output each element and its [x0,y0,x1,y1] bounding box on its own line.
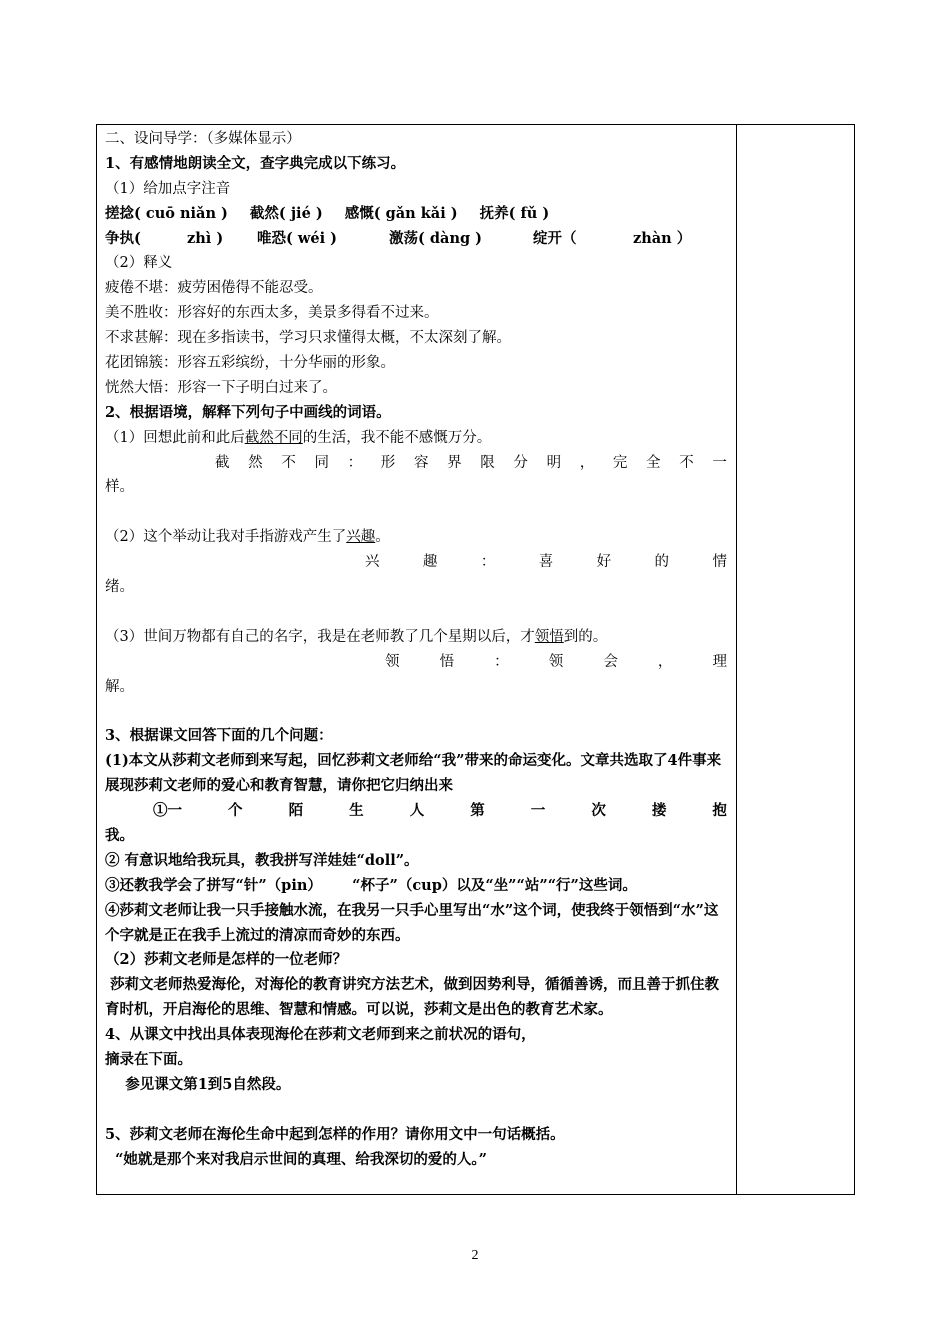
q2-answer-1-tail: 样。 [105,479,134,496]
q3-event-4: ④莎莉文老师让我一只手接触水流，在我另一只手心里写出“水”这个词，使我终于领悟到“水”这个字就是正在我手上流过的清凉而奇妙的东西。 [105,901,719,944]
q3-event-1: ①一 个 陌 生 人 第 一 次 搂 抱 [153,802,727,820]
underlined-word: 截然不同 [244,429,303,446]
q2-sentence-3: （3）世间万物都有自己的名字，我是在老师教了几个星期以后，才领悟到的。 [105,628,608,645]
pinyin-item: 激荡( dàng ) [389,229,483,247]
q1-title: 1、有感情地朗读全文，查字典完成以下练习。 [105,154,406,172]
pinyin-item: 抚养( fǔ ) [479,204,550,222]
pinyin-item: zhàn ） [633,229,692,247]
q2-answer-3: 领 悟 ： 领 会 ， 理 [385,653,727,670]
q2-sentence-1: （1）回想此前和此后截然不同的生活，我不能不感慨万分。 [105,429,492,446]
q2-answer-3-tail: 解。 [105,678,134,695]
q2-title: 2、根据语境，解释下列句子中画线的词语。 [105,403,391,421]
definition: 花团锦簇：形容五彩缤纷，十分华丽的形象。 [105,355,395,372]
notes-column [737,125,854,1194]
q2-sentence-2: （2）这个举动让我对手指游戏产生了兴趣。 [105,529,390,546]
underlined-word: 领悟 [534,628,564,645]
q3-title: 3、根据课文回答下面的几个问题： [105,727,333,745]
definition: 恍然大悟：形容一下子明白过来了。 [105,379,337,396]
q3-event-1-tail: 我。 [105,826,134,844]
pinyin-item: zhì ) [187,229,224,247]
q3-answer-2: 莎莉文老师热爱海伦，对海伦的教育讲究方法艺术，做到因势利导，循循善诱，而且善于抓住教育时机，开启海伦的思维、智慧和情感。可以说，莎莉文是出色的教育艺术家。 [105,976,720,1019]
pinyin-item: 截然( jié ) [249,204,323,222]
pinyin-item: 绽开（ [533,229,577,247]
q3-part-1: (1)本文从莎莉文老师到来写起，回忆莎莉文老师给“我”带来的命运变化。文章共选取了4件事来展现莎莉文老师的爱心和教育智慧，请你把它归纳出来 [105,752,722,795]
q3-event-2: ② 有意识地给我玩具，教我拼写洋娃娃“doll”。 [105,851,419,869]
definition: 不求甚解：现在多指读书，学习只求懂得太概，不太深刻了解。 [105,330,511,347]
q2-answer-2: 兴 趣 ： 喜 好 的 情 [365,554,727,571]
pinyin-item: 争执( [105,229,141,247]
lesson-content [105,127,727,1173]
page-number: 2 [471,1248,479,1263]
pinyin-item: 搓捻( cuō niǎn ) [105,204,228,222]
lesson-table [96,124,855,1195]
underlined-word: 兴趣 [346,529,376,546]
q4-answer: 参见课文第1到5自然段。 [105,1075,291,1093]
q2-answer-2-tail: 绪。 [105,579,134,596]
q1-sub1: （1）给加点字注音 [105,180,231,197]
main-column [97,125,737,1194]
q2-answer-1: 截 然 不 同 ： 形 容 界 限 分 明 ， 完 全 不 一 [215,454,727,471]
definition: 美不胜收：形容好的东西太多，美景多得看不过来。 [105,305,439,322]
section-title: 二、设问导学：（多媒体显示） [105,131,301,147]
pinyin-item: 唯恐( wéi ) [257,229,338,247]
pinyin-row-2 [105,227,727,252]
q1-sub2: （2）释义 [105,255,173,272]
pinyin-row-1 [105,202,727,227]
q4-title-cont: 摘录在下面。 [105,1051,192,1069]
definition: 疲倦不堪：疲劳困倦得不能忍受。 [105,280,323,297]
q3-part-2: （2）莎莉文老师是怎样的一位老师？ [105,951,348,969]
pinyin-item: 感慨( gǎn kǎi ) [344,204,458,222]
q5-answer: “她就是那个来对我启示世间的真理、给我深切的爱的人。” [105,1150,488,1168]
q3-event-3: ③还教我学会了拼写“针”（pin） “杯子”（cup）以及“坐”“站”“行”这些词。 [105,876,637,894]
q4-title: 4、从课文中找出具体表现海伦在莎莉文老师到来之前状况的语句， [105,1026,536,1044]
q5-title: 5、莎莉文老师在海伦生命中起到怎样的作用？请你用文中一句话概括。 [105,1125,565,1143]
